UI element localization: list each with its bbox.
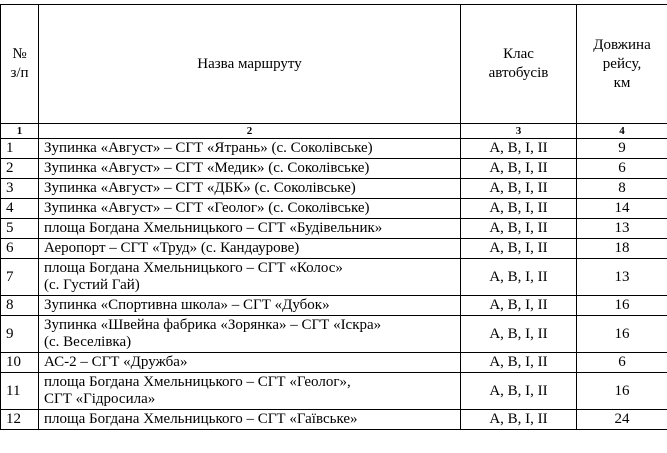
route-number: 11 <box>1 373 39 410</box>
table-row <box>1 259 667 296</box>
table-row <box>1 239 667 259</box>
route-name <box>39 179 461 199</box>
route-name-line: Аеропорт – СГТ «Труд» (с. Кандаурове) <box>44 240 300 256</box>
route-bus-class: А, В, І, ІІ <box>461 316 577 353</box>
route-name <box>39 199 461 219</box>
route-number: 12 <box>1 410 39 430</box>
header-length-line-3: км <box>613 74 631 91</box>
header-bus-class <box>461 5 577 124</box>
column-index-row <box>1 124 667 139</box>
route-name <box>39 373 461 410</box>
route-name-line: площа Богдана Хмельницького – СГТ «Гаївське» <box>44 411 358 427</box>
route-name <box>39 159 461 179</box>
routes-table <box>0 4 667 430</box>
route-length: 6 <box>577 353 667 373</box>
route-name <box>39 219 461 239</box>
route-number: 4 <box>1 199 39 219</box>
route-rows <box>1 139 667 430</box>
header-length-line-2: рейсу, <box>602 55 642 72</box>
route-bus-class: А, В, І, ІІ <box>461 410 577 430</box>
route-name <box>39 139 461 159</box>
route-number: 7 <box>1 259 39 296</box>
route-length: 13 <box>577 259 667 296</box>
route-length: 9 <box>577 139 667 159</box>
route-bus-class: А, В, І, ІІ <box>461 296 577 316</box>
route-name-line: площа Богдана Хмельницького – СГТ «Будівельник» <box>44 220 383 236</box>
route-bus-class: А, В, І, ІІ <box>461 139 577 159</box>
route-bus-class: А, В, І, ІІ <box>461 239 577 259</box>
route-name-line: Зупинка «Август» – СГТ «Ятрань» (с. Соколівське) <box>44 140 373 156</box>
table-header-row <box>1 5 667 124</box>
route-length: 8 <box>577 179 667 199</box>
route-name-line: Зупинка «Август» – СГТ «ДБК» (с. Соколівське) <box>44 180 356 196</box>
table-row <box>1 410 667 430</box>
route-name-line: площа Богдана Хмельницького – СГТ «Колос» <box>44 260 343 276</box>
header-trip-length <box>577 5 667 124</box>
route-name-line: АС-2 – СГТ «Дружба» <box>44 354 188 370</box>
table-row <box>1 316 667 353</box>
route-number: 10 <box>1 353 39 373</box>
route-length: 6 <box>577 159 667 179</box>
route-bus-class: А, В, І, ІІ <box>461 259 577 296</box>
table-row <box>1 296 667 316</box>
route-name-line: Зупинка «Швейна фабрика «Зорянка» – СГТ «Іскра» <box>44 317 382 333</box>
route-name-line: (с. Веселівка) <box>44 334 132 350</box>
route-name <box>39 239 461 259</box>
route-name <box>39 259 461 296</box>
route-number: 5 <box>1 219 39 239</box>
route-length: 13 <box>577 219 667 239</box>
route-name-line: (с. Густий Гай) <box>44 277 140 293</box>
route-name-line: СГТ «Гідросила» <box>44 391 156 407</box>
header-class-line-2: автобусів <box>488 65 549 81</box>
route-number: 9 <box>1 316 39 353</box>
route-bus-class: А, В, І, ІІ <box>461 159 577 179</box>
header-length-line-1: Довжина <box>593 36 651 53</box>
table-row <box>1 159 667 179</box>
route-bus-class: А, В, І, ІІ <box>461 219 577 239</box>
route-length: 16 <box>577 316 667 353</box>
column-index-1: 1 <box>1 124 39 139</box>
column-index-4: 4 <box>577 124 667 139</box>
route-name <box>39 353 461 373</box>
table-row <box>1 373 667 410</box>
route-length: 18 <box>577 239 667 259</box>
route-number: 8 <box>1 296 39 316</box>
header-route-name: Назва маршруту <box>39 5 461 124</box>
column-index-3: 3 <box>461 124 577 139</box>
route-name <box>39 296 461 316</box>
route-length: 16 <box>577 373 667 410</box>
route-bus-class: А, В, І, ІІ <box>461 353 577 373</box>
header-number-line-2: з/п <box>10 65 29 81</box>
table-row <box>1 179 667 199</box>
header-number-line-1: № <box>12 46 27 62</box>
header-number <box>1 5 39 124</box>
route-name-line: Зупинка «Август» – СГТ «Медик» (с. Соколівське) <box>44 160 370 176</box>
route-bus-class: А, В, І, ІІ <box>461 373 577 410</box>
route-number: 2 <box>1 159 39 179</box>
table-row <box>1 219 667 239</box>
header-class-line-1: Клас <box>503 46 534 62</box>
route-number: 1 <box>1 139 39 159</box>
route-length: 24 <box>577 410 667 430</box>
route-number: 3 <box>1 179 39 199</box>
column-index-2: 2 <box>39 124 461 139</box>
route-name-line: Зупинка «Спортивна школа» – СГТ «Дубок» <box>44 297 330 313</box>
table-row <box>1 353 667 373</box>
route-name <box>39 316 461 353</box>
route-length: 16 <box>577 296 667 316</box>
route-bus-class: А, В, І, ІІ <box>461 199 577 219</box>
route-bus-class: А, В, І, ІІ <box>461 179 577 199</box>
route-number: 6 <box>1 239 39 259</box>
route-name <box>39 410 461 430</box>
route-name-line: Зупинка «Август» – СГТ «Геолог» (с. Соколівське) <box>44 200 370 216</box>
table-row <box>1 139 667 159</box>
route-name-line: площа Богдана Хмельницького – СГТ «Геолог», <box>44 374 351 390</box>
route-length: 14 <box>577 199 667 219</box>
table-row <box>1 199 667 219</box>
